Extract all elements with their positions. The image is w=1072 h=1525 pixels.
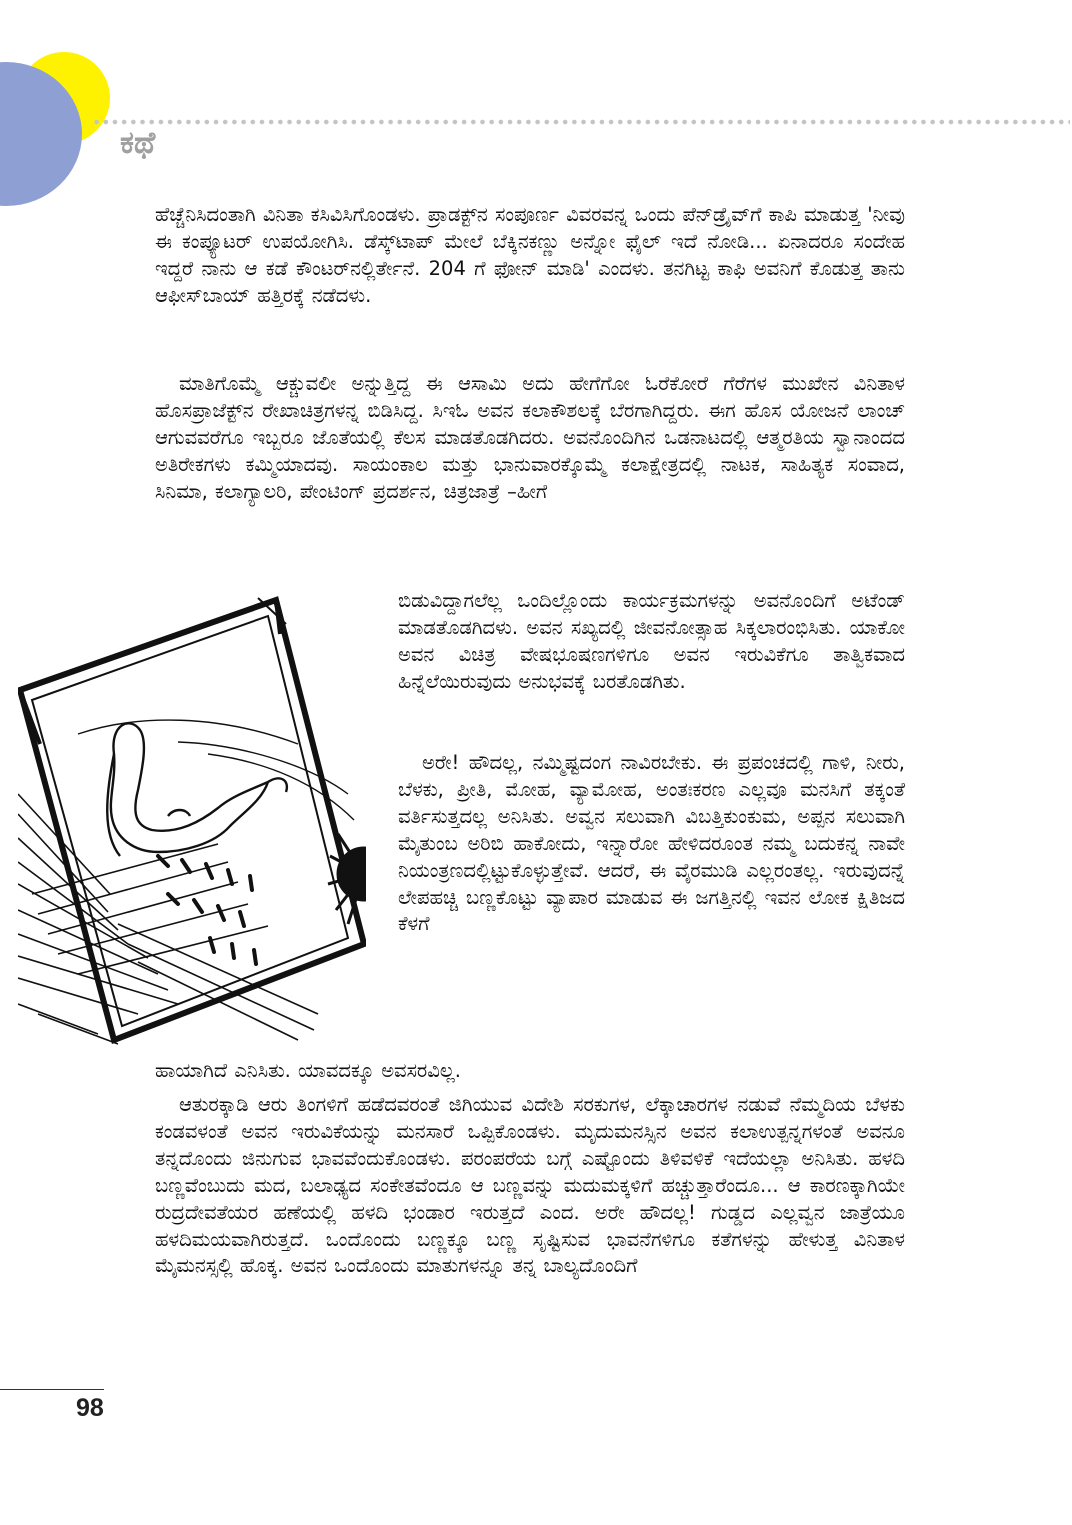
section-label: ಕಥೆ <box>120 125 156 161</box>
footer-rule <box>0 1389 104 1390</box>
paragraph-1: ಹೆಚ್ಚೆನಿಸಿದಂತಾಗಿ ವಿನಿತಾ ಕಸಿವಿಸಿಗೊಂಡಳು. ಪ್ರಾಡಕ್ಟ್‌ನ ಸಂಪೂರ್ಣ ವಿವರವನ್ನ ಒಂದು ಪೆನ್‌ಡ್ರೈವ್‌ಗೆ ಕಾಪಿ ಮಾಡುತ್ತ 'ನೀವು ಈ ಕಂಪ್ಯೂಟರ್ ಉಪಯೋಗಿಸಿ. ಡೆಸ್ಕ್‌ಟಾಪ್ ಮೇಲೆ ಬೆಕ್ಕಿನಕಣ್ಣು ಅನ್ನೋ ಫೈಲ್ ಇದೆ ನೋಡಿ... ಏನಾದರೂ ಸಂದೇಹ ಇದ್ದರೆ ನಾನು ಆ ಕಡೆ ಕೌಂಟರ್‌ನಲ್ಲಿರ್ತೇನೆ. 204 ಗೆ ಫೋನ್ ಮಾಡಿ' ಎಂದಳು. ತನಗಿಟ್ಟ ಕಾಫಿ ಅವನಿಗೆ ಕೊಡುತ್ತ ತಾನು ಆಫೀಸ್‌ಬಾಯ್ ಹತ್ತಿರಕ್ಕೆ ನಡೆದಳು. <box>155 203 905 307</box>
story-illustration <box>18 594 366 1046</box>
paragraph-2: ಮಾತಿಗೊಮ್ಮೆ ಆಕ್ಚುವಲೀ ಅನ್ನುತ್ತಿದ್ದ ಈ ಆಸಾಮಿ ಅದು ಹೇಗೆಗೋ ಓರೆಕೋರೆ ಗೆರೆಗಳ ಮುಖೇನ ವಿನಿತಾಳ ಹೊಸಪ್ರಾಜೆಕ್ಟ್‌ನ ರೇಖಾಚಿತ್ರಗಳನ್ನ ಬಿಡಿಸಿದ್ದ. ಸಿಇಓ ಅವನ ಕಲಾಕೌಶಲಕ್ಕೆ ಬೆರಗಾಗಿದ್ದರು. ಈಗ ಹೊಸ ಯೋಜನೆ ಲಾಂಚ್ ಆಗುವವರೆಗೂ ಇಬ್ಬರೂ ಜೊತೆಯಲ್ಲಿ ಕೆಲಸ ಮಾಡತೊಡಗಿದರು. ಅವನೊಂದಿಗಿನ ಒಡನಾಟದಲ್ಲಿ ಆತ್ಮರತಿಯ ಸ್ವಾನಾಂದದ ಅತಿರೇಕಗಳು ಕಮ್ಮಿಯಾದವು. ಸಾಯಂಕಾಲ ಮತ್ತು ಭಾನುವಾರಕ್ಕೊಮ್ಮೆ ಕಲಾಕ್ಷೇತ್ರದಲ್ಲಿ ನಾಟಕ, ಸಾಹಿತ್ಯಕ ಸಂವಾದ, ಸಿನಿಮಾ, ಕಲಾಗ್ಯಾಲರಿ, ಪೇಂಟಿಂಗ್ ಪ್ರದರ್ಶನ, ಚಿತ್ರಜಾತ್ರೆ –ಹೀಗೆ <box>155 372 905 503</box>
page-number: 98 <box>76 1394 104 1422</box>
paragraph-5: ಹಾಯಾಗಿದೆ ಎನಿಸಿತು. ಯಾವದಕ್ಕೂ ಅವಸರವಿಲ್ಲ. <box>155 1059 461 1082</box>
paragraph-4: ಅರೇ! ಹೌದಲ್ಲ, ನಮ್ಮಿಷ್ಟದಂಗ ನಾವಿರಬೇಕು. ಈ ಪ್ರಪಂಚದಲ್ಲಿ ಗಾಳಿ, ನೀರು, ಬೆಳಕು, ಪ್ರೀತಿ, ಮೋಹ, ವ್ಯಾಮೋಹ, ಅಂತಃಕರಣ ಎಲ್ಲವೂ ಮನಸಿಗೆ ತಕ್ಕಂತೆ ವರ್ತಿಸುತ್ತದಲ್ಲ ಅನಿಸಿತು. ಅವ್ವನ ಸಲುವಾಗಿ ವಿಬತ್ತಿಕುಂಕುಮ, ಅಪ್ಪನ ಸಲುವಾಗಿ ಮೈತುಂಬ ಅರಿಬಿ ಹಾಕೋದು, ಇನ್ನಾರೋ ಹೇಳಿದರೂಂತ ನಮ್ಮ ಬದುಕನ್ನ ನಾವೇ ನಿಯಂತ್ರಣದಲ್ಲಿಟ್ಟುಕೊಳ್ಳುತ್ತೇವೆ. ಆದರೆ, ಈ ವೈರಮುಡಿ ಎಲ್ಲರಂತಲ್ಲ. ಇರುವುದನ್ನೆ ಲೇಪಹಚ್ಚಿ ಬಣ್ಣಕೊಟ್ಟು ವ್ಯಾಪಾರ ಮಾಡುವ ಈ ಜಗತ್ತಿನಲ್ಲಿ ಇವನ ಲೋಕ ಕ್ಷಿತಿಜದ ಕೆಳಗೆ <box>398 751 905 936</box>
paragraph-3: ಬಿಡುವಿದ್ದಾಗಲೆಲ್ಲ ಒಂದಿಲ್ಲೊಂದು ಕಾರ್ಯಕ್ರಮಗಳನ್ನು ಅವನೊಂದಿಗೆ ಅಟೆಂಡ್ ಮಾಡತೊಡಗಿದಳು. ಅವನ ಸಖ್ಯದಲ್ಲಿ ಜೀವನೋತ್ಸಾಹ ಸಿಕ್ಕಲಾರಂಭಿಸಿತು. ಯಾಕೋ ಅವನ ವಿಚಿತ್ರ ವೇಷಭೂಷಣಗಳಿಗೂ ಅವನ ಇರುವಿಕೆಗೂ ತಾತ್ವಿಕವಾದ ಹಿನ್ನೆಲೆಯಿರುವುದು ಅನುಭವಕ್ಕೆ ಬರತೊಡಗಿತು. <box>398 589 905 693</box>
dotted-header-rule <box>92 119 1070 125</box>
paragraph-6: ಆತುರಕ್ಕಾಡಿ ಆರು ತಿಂಗಳಿಗೆ ಹಡೆದವರಂತೆ ಜಿಗಿಯುವ ವಿದೇಶಿ ಸರಕುಗಳ, ಲೆಕ್ಕಾಚಾರಗಳ ನಡುವೆ ನೆಮ್ಮದಿಯ ಬೆಳಕು ಕಂಡವಳಂತೆ ಅವನ ಇರುವಿಕೆಯನ್ನು ಮನಸಾರೆ ಒಪ್ಪಿಕೊಂಡಳು. ಮೃದುಮನಸ್ಸಿನ ಅವನ ಕಲಾಉತ್ಪನ್ನಗಳಂತೆ ಅವನೂ ತನ್ನದೊಂದು ಜಿನುಗುವ ಭಾವವೆಂದುಕೊಂಡಳು. ಪರಂಪರೆಯ ಬಗ್ಗೆ ಎಷ್ಟೊಂದು ತಿಳಿವಳಿಕೆ ಇದೆಯಲ್ಲಾ ಅನಿಸಿತು. ಹಳದಿ ಬಣ್ಣವೆಂಬುದು ಮದ, ಬಲಾಢ್ಯದ ಸಂಕೇತವೆಂದೂ ಆ ಬಣ್ಣವನ್ನು ಮದುಮಕ್ಕಳಿಗೆ ಹಚ್ಚುತ್ತಾರೆಂದೂ... ಆ ಕಾರಣಕ್ಕಾಗಿಯೇ ರುದ್ರದೇವತೆಯರ ಹಣೆಯಲ್ಲಿ ಹಳದಿ ಭಂಡಾರ ಇರುತ್ತದೆ ಎಂದ. ಅರೇ ಹೌದಲ್ಲ! ಗುಡ್ಡದ ಎಲ್ಲವ್ವನ ಜಾತ್ರೆಯೂ ಹಳದಿಮಯವಾಗಿರುತ್ತದೆ. ಒಂದೊಂದು ಬಣ್ಣಕ್ಕೂ ಬಣ್ಣ ಸೃಷ್ಟಿಸುವ ಭಾವನೆಗಳಿಗೂ ಕತೆಗಳನ್ನು ಹೇಳುತ್ತ ವಿನಿತಾಳ ಮೈಮನಸ್ಸಲ್ಲಿ ಹೊಕ್ಕ. ಅವನ ಒಂದೊಂದು ಮಾತುಗಳನ್ನೂ ತನ್ನ ಬಾಲ್ಯದೊಂದಿಗೆ <box>155 1093 905 1278</box>
